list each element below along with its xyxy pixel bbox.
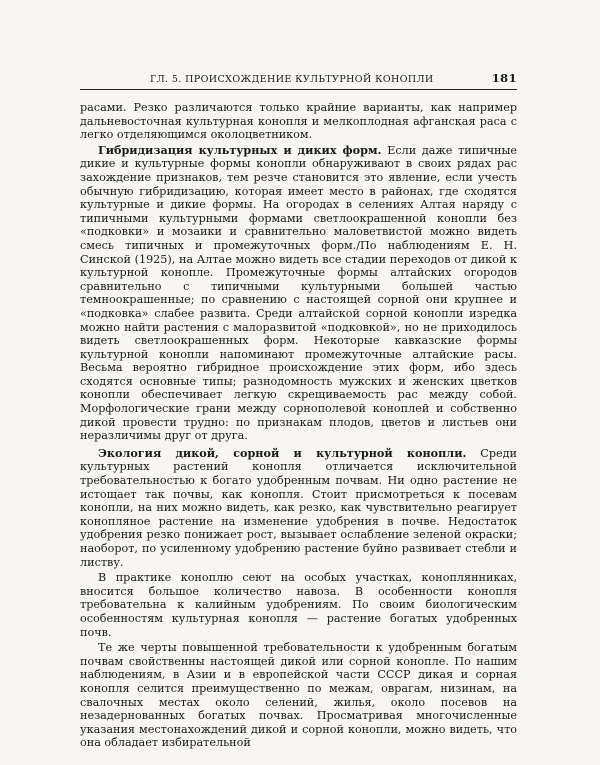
paragraph-text: Среди культурных растений конопля отличается исключительной требовательностью к богато удобренным почвам. Ни одно растение не истощает так почвы, как конопля. Стоит присмотреться к посевам конопли, на них можно видеть, как резко, как чувствительно реагирует конопляное растение на изменение удобрения в почве. Недостаток удобрения резко понижает рост, вызывает ослабление зеленой окраски; наоборот, по усиленному удобрению растение буйно развивает стебли и листву. <box>80 446 517 569</box>
running-head <box>80 71 517 90</box>
paragraph-text: В практике коноплю сеют на особых участках, коноплянниках, вносится большое количество навоза. В особенности конопля требовательна к калийным удобрениям. По своим биологическим особенностям культурная конопля — растение богатых удобренных почв. <box>80 571 517 639</box>
paragraph-text: Если даже типичные дикие и культурные формы конопли обнаруживают в своих рядах рас захождение признаков, тем резче становится это явление, если учесть обычную гибридизацию, которая имеет место в районах, где сходятся культурные и дикие формы. На огородах в селениях Алтая наряду с типичными культурными формами светлоокрашенной конопли без «подковки» и мозаики и сравнительно маловетвистой можно видеть смесь типичных и промежуточных форм./По наблюдениям Е. Н. Синской (1925), на Алтае можно видеть все стадии переходов от дикой к культурной конопле. Промежуточные формы алтайских огородов сравнительно с типичными культурными большей частью темноокрашенные; по сравнению с настоящей сорной они крупнее и «подковка» слабее развита. Среди алтайской сорной конопли изредка можно найти растения с малоразвитой «подковкой», но не приходилось видеть светлоокрашенных форм. Некоторые кавказские формы культурной конопли напоминают промежуточные алтайские расы. Весьма вероятно гибридное происхождение этих форм, ибо здесь сходятся основные типы; разнодомность мужских и женских цветков конопли обеспечивает легкую скрещиваемость рас между собой. Морфологические грани между сорнополевой коноплей и собственно дикой провести трудно: по признакам плодов, цветов и листьев они неразличимы друг от друга. <box>80 143 518 443</box>
paragraph-ecology <box>80 447 517 569</box>
running-title: ГЛ. 5. ПРОИСХОЖДЕНИЕ КУЛЬТУРНОЙ КОНОПЛИ <box>150 74 434 85</box>
paragraph-continuation <box>80 101 517 142</box>
paragraph-text: расами. Резко различаются только крайние варианты, как например дальневосточная культурная конопля и мелкоплодная афганская раса с легко отделяющимся околоцветником. <box>80 101 517 142</box>
paragraph-requirements <box>80 641 517 750</box>
page-number: 181 <box>491 71 517 85</box>
paragraph-text: Те же черты повышенной требовательности к удобренным богатым почвам свойственны настоящей дикой или сорной конопле. По нашим наблюдениям, в Азии и в европейской части СССР дикая и сорная конопля селится преимущественно по межам, оврагам, низинам, на свалочных местах около селений, жилья, около посевов на незадернованных богатых почвах. Просматривая многочисленные указания местонахождений дикой и сорной конопли, можно видеть, что она обладает избирательной <box>80 641 517 750</box>
section-heading-hybridization: Гибридизация культурных и диких форм. <box>98 142 382 157</box>
paragraph-practice <box>80 571 517 639</box>
body-text <box>80 101 517 750</box>
paragraph-hybridization <box>80 144 517 443</box>
section-heading-ecology: Экология дикой, сорной и культурной конопли. <box>98 445 467 460</box>
